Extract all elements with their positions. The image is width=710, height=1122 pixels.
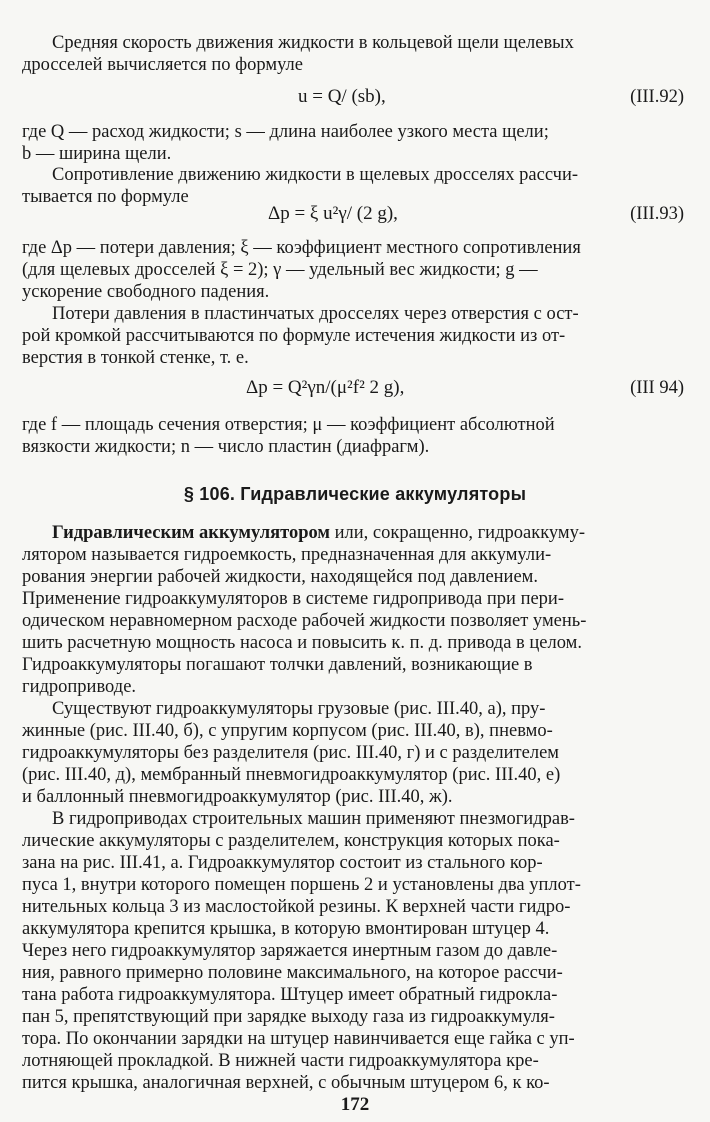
paragraph-line: лические аккумуляторы с разделителем, конструкция которых пока- [22,831,560,851]
paragraph-line: зана на рис. III.41, а. Гидроаккумулятор состоит из стального кор- [22,853,543,873]
formula: Δp = Q²γn/(μ²f² 2 g), [246,377,405,398]
paragraph-line: тора. По окончании зарядки на штуцер навинчивается еще гайка с уп- [22,1029,575,1049]
paragraph-line: тывается по формуле [22,187,189,207]
paragraph-line: рования энергии рабочей жидкости, находящейся под давлением. [22,567,538,587]
paragraph-line: и баллонный пневмогидроаккумулятор (рис. III.40, ж). [22,787,453,807]
paragraph-line: Потери давления в пластинчатых дросселях через отверстия с ост- [52,304,579,324]
paragraph-line: Гидравлическим аккумулятором или, сокращенно, гидроаккуму- [52,523,586,543]
defined-term: Гидравлическим аккумулятором [52,523,331,543]
paragraph-line: где Q — расход жидкости; s — длина наиболее узкого места щели; [22,122,549,142]
paragraph-line: Гидроаккумуляторы погашают толчки давлений, возникающие в [22,655,533,675]
paragraph-line: дросселей вычисляется по формуле [22,55,303,75]
page-number: 172 [340,1094,370,1115]
paragraph-line: Через него гидроаккумулятор заряжается инертным газом до давле- [22,941,558,961]
paragraph-line: В гидроприводах строительных машин применяют пнезмогидрав- [52,809,575,829]
paragraph-line: b — ширина щели. [22,144,172,164]
paragraph-line: лотняющей прокладкой. В нижней части гидроаккумулятора кре- [22,1051,539,1071]
paragraph-line: тана работа гидроаккумулятора. Штуцер имеет обратный гидрокла- [22,985,558,1005]
paragraph-line: Сопротивление движению жидкости в щелевых дросселях рассчи- [52,165,579,185]
paragraph-line: где f — площадь сечения отверстия; μ — коэффициент абсолютной [22,415,555,435]
paragraph-line: гидроприводе. [22,677,137,697]
paragraph-line: где Δp — потери давления; ξ — коэффициент местного сопротивления [22,238,581,258]
formula: u = Q/ (sb), [298,86,386,107]
paragraph-line: (рис. III.40, д), мембранный пневмогидроаккумулятор (рис. III.40, е) [22,765,561,785]
paragraph-line: одическом неравномерном расходе рабочей жидкости позволяет умень- [22,611,587,631]
paragraph-line: ускорение свободного падения. [22,282,270,302]
equation-number: (III.93) [630,204,684,224]
paragraph-line: гидроаккумуляторы без разделителя (рис. III.40, г) и с разделителем [22,743,560,763]
paragraph-line: пится крышка, аналогичная верхней, с обычным штуцером 6, к ко- [22,1073,550,1093]
paragraph-line: жинные (рис. III.40, б), с упругим корпусом (рис. III.40, в), пневмо- [22,721,553,741]
section-heading: § 106. Гидравлические аккумуляторы [183,484,527,504]
equation-number: (III.92) [630,87,684,107]
formula: Δp = ξ u²γ/ (2 g), [268,203,398,224]
paragraph-line: нительных кольца 3 из маслостойкой резины. К верхней части гидро- [22,897,571,917]
paragraph-line: (для щелевых дросселей ξ = 2); γ — удельный вес жидкости; g — [22,260,538,280]
paragraph-line: аккумулятора крепится крышка, в которую вмонтирован штуцер 4. [22,919,550,939]
paragraph-line: лятором называется гидроемкость, предназначенная для аккумули- [22,545,552,565]
paragraph-line: пуса 1, внутри которого помещен поршень 2 и установлены два уплот- [22,875,581,895]
paragraph-line: пан 5, препятствующий при зарядке выходу газа из гидроаккумуля- [22,1007,555,1027]
equation-number: (III 94) [630,378,684,398]
paragraph-line: Применение гидроаккумуляторов в системе гидропривода при пери- [22,589,564,609]
paragraph-line: Существуют гидроаккумуляторы грузовые (рис. III.40, а), пру- [52,699,546,719]
paragraph-line: Средняя скорость движения жидкости в кольцевой щели щелевых [52,33,574,53]
paragraph-line: ния, равного примерно половине максимального, на которое рассчи- [22,963,563,983]
paragraph-line: вязкости жидкости; n — число пластин (диафрагм). [22,437,430,457]
paragraph-line: шить расчетную мощность насоса и повысить к. п. д. привода в целом. [22,633,582,653]
paragraph-line: верстия в тонкой стенке, т. е. [22,348,249,368]
paragraph-line: рой кромкой рассчитываются по формуле истечения жидкости из от- [22,326,566,346]
